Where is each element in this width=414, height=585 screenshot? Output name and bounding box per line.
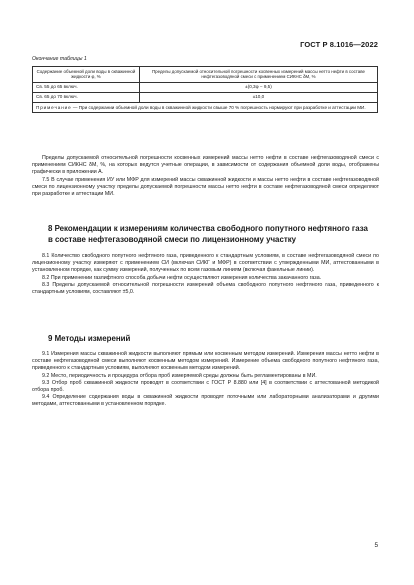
paragraph-8-1: 8.1 Количество свободного попутного нефтяного газа, приведенного к стандартным условиям, в составе нефтегазоводяной смеси по лицензионному участку измеряют с применением СИ (включая СИКГ и МФР) в соответствии с утвержденными МИ, аттестованными в установленном порядке, как сумму измерений, полученных по всем газовым линиям (включая факельные линии). xyxy=(32,253,379,274)
paragraph-9-3: 9.3 Отбор проб скважинной жидкости проводят в соответствии с ГОСТ Р 8.880 или [4] в соответствии с аттестованной методикой отбора проб. xyxy=(32,379,379,394)
table-row xyxy=(33,82,378,92)
table-continuation-caption: Окончание таблицы 1 xyxy=(32,56,87,62)
table-cell-range: Св. 65 до 70 включ. xyxy=(33,92,140,102)
paragraph-8-3: 8.3 Пределы допускаемой относительной погрешности измерений объема свободного попутного нефтяного газа, приведенного к стандартным условиям, составляют ±5,0. xyxy=(32,281,379,296)
table-row xyxy=(33,92,378,102)
table-cell-value: ±10,0 xyxy=(139,92,377,102)
section-8-body xyxy=(32,253,379,296)
standard-designation: ГОСТ Р 8.1016—2022 xyxy=(300,40,378,49)
table-note xyxy=(33,102,378,112)
table-note-row xyxy=(33,102,378,112)
paragraph-9-1: 9.1 Измерения массы скважинной жидкости выполняют прямым или косвенным методом измерений. Измерения массы нетто нефти в составе нефтегазоводяной смеси выполняют косвенным методом измерений. Измерение объема свободного попутного нефтяного газа, приведенного к стандартным условиям, выполняют косвенным методом измерений. xyxy=(32,351,379,372)
table-cell-value: ±(0,3φ − 9,5) xyxy=(139,82,377,92)
table-note-label: Примечание xyxy=(36,104,72,110)
page-number: 5 xyxy=(374,542,378,549)
intro-paragraph-1: Пределы допускаемой относительной погрешности косвенных измерений массы нетто нефти в составе нефтегазоводяной смеси с применением СИКНС δМ, %, на которых ведутся учетные операции, в зависимости от содержания объемной доли воды, отображены графически в приложении А. xyxy=(32,155,379,176)
paragraph-8-2: 8.2 При применении газлифтного способа добычи нефти осуществляют измерения количества закачанного газа. xyxy=(42,274,322,281)
weight-error-table xyxy=(32,66,378,113)
table-header-error-limit: Пределы допускаемой относительной погрешности косвенных измерений массы нетто нефти в составе нефтегазоводяной смеси с применением СИКНС δМ, % xyxy=(139,67,377,83)
paragraph-9-2: 9.2 Место, периодичность и процедура отбора проб измеряемой среды должны быть регламентированы в МИ. xyxy=(42,372,317,379)
table-header-row xyxy=(33,67,378,83)
section-8-heading: 8 Рекомендации к измерениям количества свободного попутного нефтяного газа в составе нефтегазоводяной смеси по лицензионному участку xyxy=(48,224,368,244)
table-note-text: — При содержании объемной доли воды в скважинной жидкости свыше 70 % погрешность нормируют при разработке и аттестации МИ. xyxy=(71,104,366,110)
section-9-heading: 9 Методы измерений xyxy=(48,334,131,343)
table-cell-range: Св. 55 до 65 включ. xyxy=(33,82,140,92)
intro-paragraph-7-5: 7.5 В случае применения ИУ или МФР для измерений массы скважинной жидкости и массы нетто нефти в составе нефтегазоводяной смеси по лицензионному участку пределы допускаемой погрешности массы нетто нефти в составе нефтегазоводяной смеси определяют при разработке и аттестации МИ. xyxy=(32,176,379,198)
intro-block xyxy=(32,155,379,198)
table-header-water-fraction: Содержание объемной доли воды в скважинной жидкости φ, % xyxy=(33,67,140,83)
paragraph-9-4: 9.4 Определение содержания воды в скважинной жидкости проводят поточными или лабораторными анализаторами и другими методами, аттестованными в установленном порядке. xyxy=(32,394,379,408)
section-9-body xyxy=(32,351,379,409)
